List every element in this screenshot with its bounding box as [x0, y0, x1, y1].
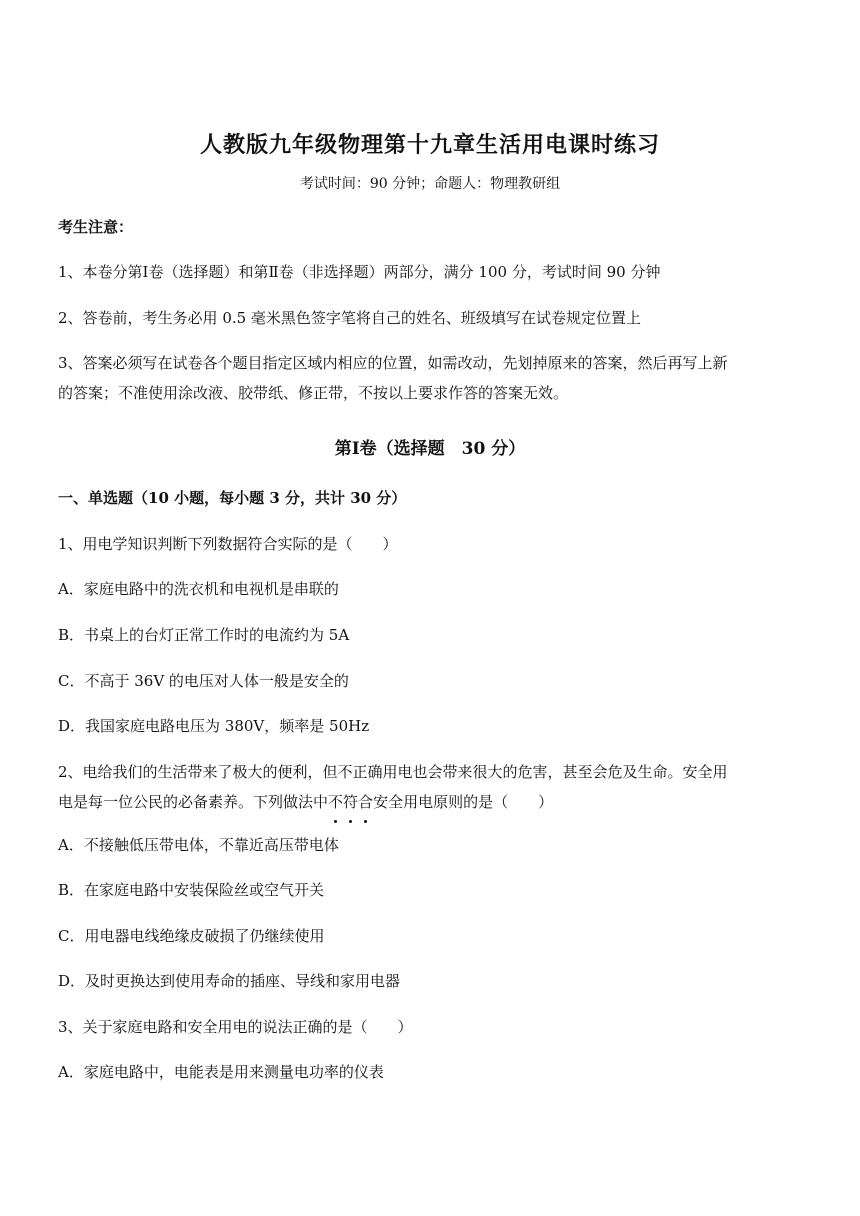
- notice-heading: 考生注意：: [58, 218, 134, 236]
- question-option: C．用电器电线绝缘皮破损了仍继续使用: [58, 927, 325, 945]
- question-option: A．家庭电路中的洗衣机和电视机是串联的: [58, 580, 339, 598]
- question-stem-multiline: [58, 757, 818, 817]
- question-option: D．我国家庭电路电压为 380V，频率是 50Hz: [58, 717, 370, 735]
- section-title: 第Ⅰ卷（选择题 30 分）: [334, 439, 526, 459]
- page-title: 人教版九年级物理第十九章生活用电课时练习: [199, 132, 660, 158]
- question-stem: 3、关于家庭电路和安全用电的说法正确的是（ ）: [58, 1018, 413, 1036]
- question-option: C．不高于 36V 的电压对人体一般是安全的: [58, 672, 349, 690]
- notice-item: 3、答案必须写在试卷各个题目指定区域内相应的位置，如需改动，先划掉原来的答案，然后再写上新: [58, 354, 728, 372]
- emphasis-char: 合: [358, 787, 373, 817]
- notice-item-continued: 的答案；不准使用涂改液、胶带纸、修正带，不按以上要求作答的答案无效。: [58, 384, 569, 402]
- question-option: D．及时更换达到使用寿命的插座、导线和家用电器: [58, 972, 401, 990]
- emphasis-char: 不: [328, 787, 343, 817]
- question-option: A．家庭电路中，电能表是用来测量电功率的仪表: [58, 1063, 384, 1081]
- question-option: A．不接触低压带电体，不靠近高压带电体: [58, 836, 339, 854]
- notice-item: 1、本卷分第Ⅰ卷（选择题）和第Ⅱ卷（非选择题）两部分，满分 100 分，考试时间 90 分钟: [58, 263, 661, 281]
- question-stem-line: 2、电给我们的生活带来了极大的便利，但不正确用电也会带来很大的危害，甚至会危及生命。安全用: [58, 763, 728, 781]
- exam-info: 考试时间：90 分钟；命题人：物理教研组: [299, 176, 561, 192]
- question-option: B．书桌上的台灯正常工作时的电流约为 5A: [58, 626, 350, 644]
- question-option: B．在家庭电路中安装保险丝或空气开关: [58, 881, 325, 899]
- stem-text: 电是每一位公民的必备素养。下列做法中: [58, 793, 329, 811]
- part-heading: 一、单选题（10 小题，每小题 3 分，共计 30 分）: [58, 489, 407, 507]
- question-stem-line: [58, 787, 818, 817]
- notice-item: 2、答卷前，考生务必用 0.5 毫米黑色签字笔将自己的姓名、班级填写在试卷规定位置上: [58, 309, 641, 327]
- stem-text: 安全用电原则的是（ ）: [373, 793, 554, 811]
- question-stem: 1、用电学知识判断下列数据符合实际的是（ ）: [58, 535, 398, 553]
- emphasis-char: 符: [343, 787, 358, 817]
